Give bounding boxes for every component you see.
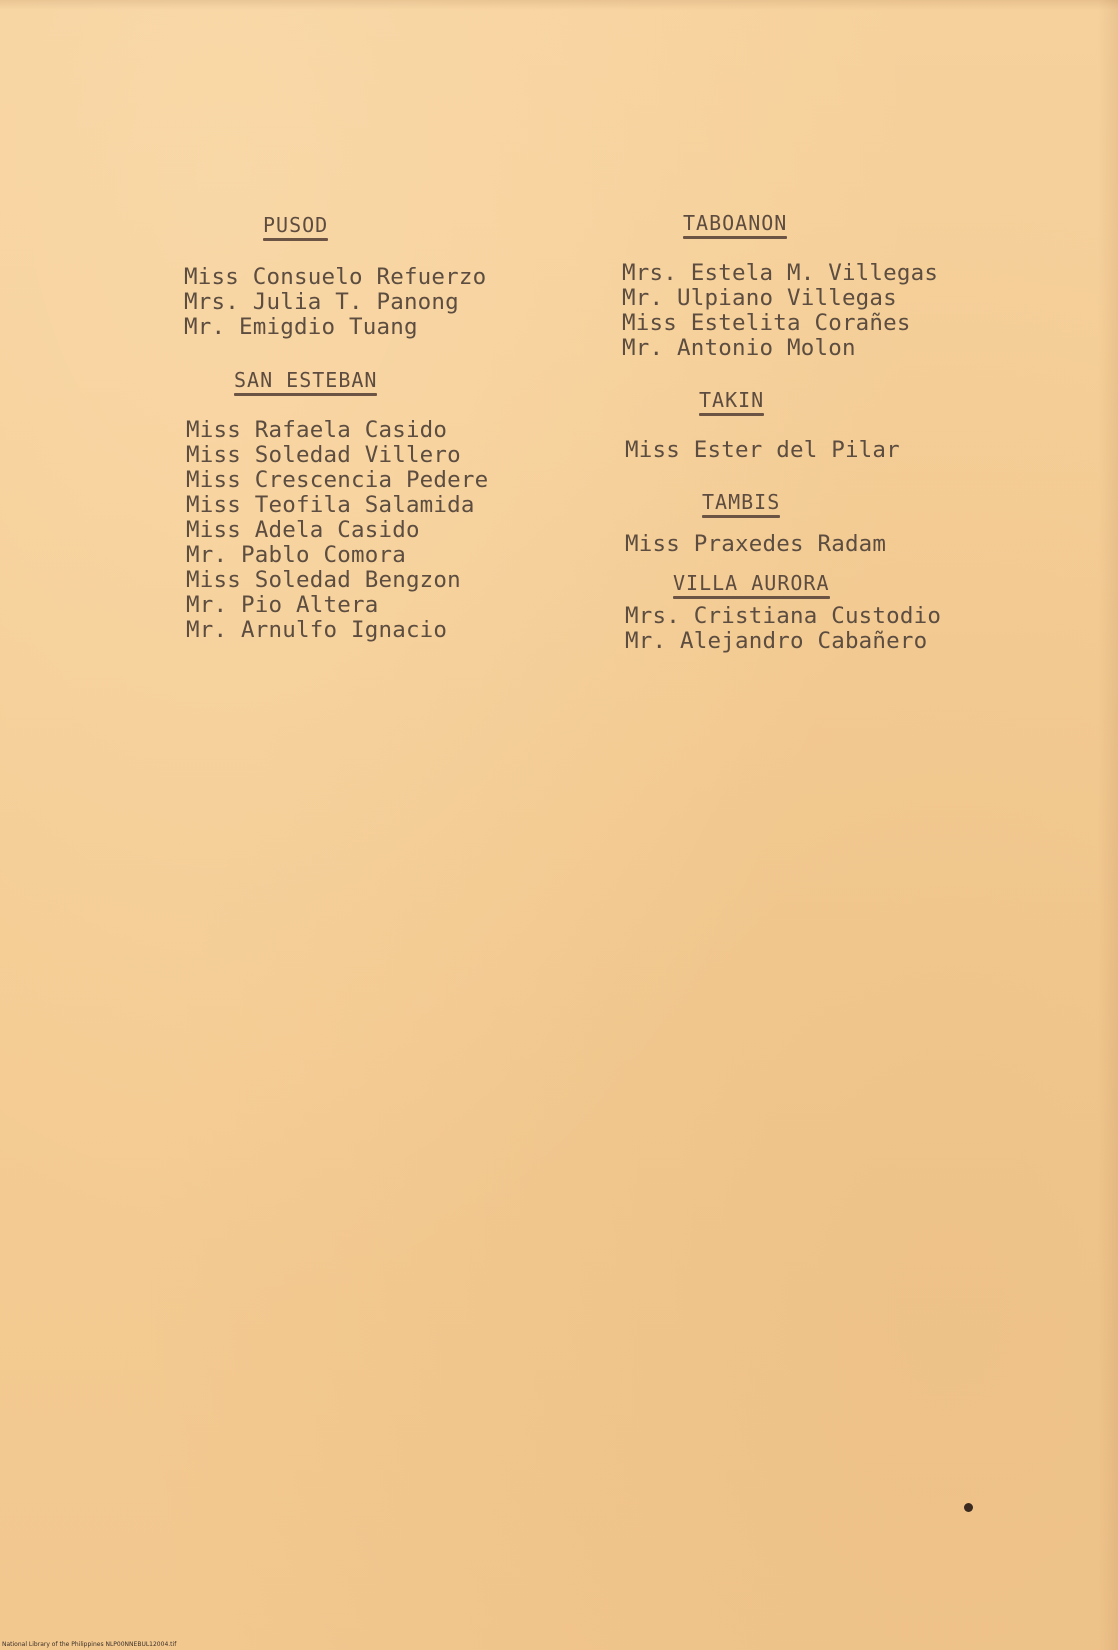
list-item: Mr. Alejandro Cabañero xyxy=(625,628,928,654)
heading-underline xyxy=(263,238,328,241)
heading-underline xyxy=(673,596,830,599)
archive-footer: National Library of the Philippines NLP00NNEBUL12004.tif xyxy=(2,1641,177,1648)
section-heading-text: VILLA AURORA xyxy=(673,571,830,595)
list-item: Miss Estelita Corañes xyxy=(622,310,911,336)
section-heading-takin xyxy=(699,388,764,416)
name-list-taboanon xyxy=(622,261,938,361)
list-item: Miss Adela Casido xyxy=(186,517,420,543)
list-item: Mr. Pablo Comora xyxy=(186,542,406,568)
list-item: Miss Soledad Bengzon xyxy=(186,567,461,593)
section-heading-text: SAN ESTEBAN xyxy=(234,368,378,392)
heading-underline xyxy=(699,413,764,416)
section-heading-san-esteban xyxy=(234,368,377,396)
list-item: Miss Teofila Salamida xyxy=(186,492,475,518)
section-heading-text: PUSOD xyxy=(263,213,329,237)
list-item: Mr. Antonio Molon xyxy=(622,335,856,361)
list-item: Mrs. Estela M. Villegas xyxy=(622,260,939,286)
paper-edge-shadow xyxy=(1098,0,1118,1650)
section-heading-text: TABOANON xyxy=(683,211,788,235)
section-heading-tambis xyxy=(702,490,780,518)
list-item: Mr. Arnulfo Ignacio xyxy=(186,617,448,643)
heading-underline xyxy=(683,236,787,239)
list-item: Mr. Ulpiano Villegas xyxy=(622,285,897,311)
name-list-tambis xyxy=(625,532,886,557)
heading-underline xyxy=(702,515,780,518)
section-heading-pusod xyxy=(263,213,328,241)
list-item: Mrs. Julia T. Panong xyxy=(184,289,459,315)
paper-top-shadow xyxy=(0,0,1118,10)
list-item: Miss Consuelo Refuerzo xyxy=(184,264,487,290)
list-item: Miss Praxedes Radam xyxy=(625,531,887,557)
list-item: Miss Ester del Pilar xyxy=(625,437,900,463)
list-item: Miss Crescencia Pedere xyxy=(186,467,489,493)
list-item: Mr. Pio Altera xyxy=(186,592,379,618)
ink-spot xyxy=(964,1503,973,1512)
section-heading-text: TAKIN xyxy=(699,388,765,412)
name-list-villa-aurora xyxy=(625,604,941,654)
section-heading-taboanon xyxy=(683,211,787,239)
name-list-san-esteban xyxy=(186,418,488,643)
list-item: Miss Soledad Villero xyxy=(186,442,461,468)
list-item: Mr. Emigdio Tuang xyxy=(184,314,418,340)
name-list-takin xyxy=(625,438,900,463)
name-list-pusod xyxy=(184,265,486,340)
section-heading-text: TAMBIS xyxy=(702,490,781,514)
section-heading-villa-aurora xyxy=(673,571,830,599)
list-item: Miss Rafaela Casido xyxy=(186,417,448,443)
list-item: Mrs. Cristiana Custodio xyxy=(625,603,942,629)
heading-underline xyxy=(234,393,377,396)
